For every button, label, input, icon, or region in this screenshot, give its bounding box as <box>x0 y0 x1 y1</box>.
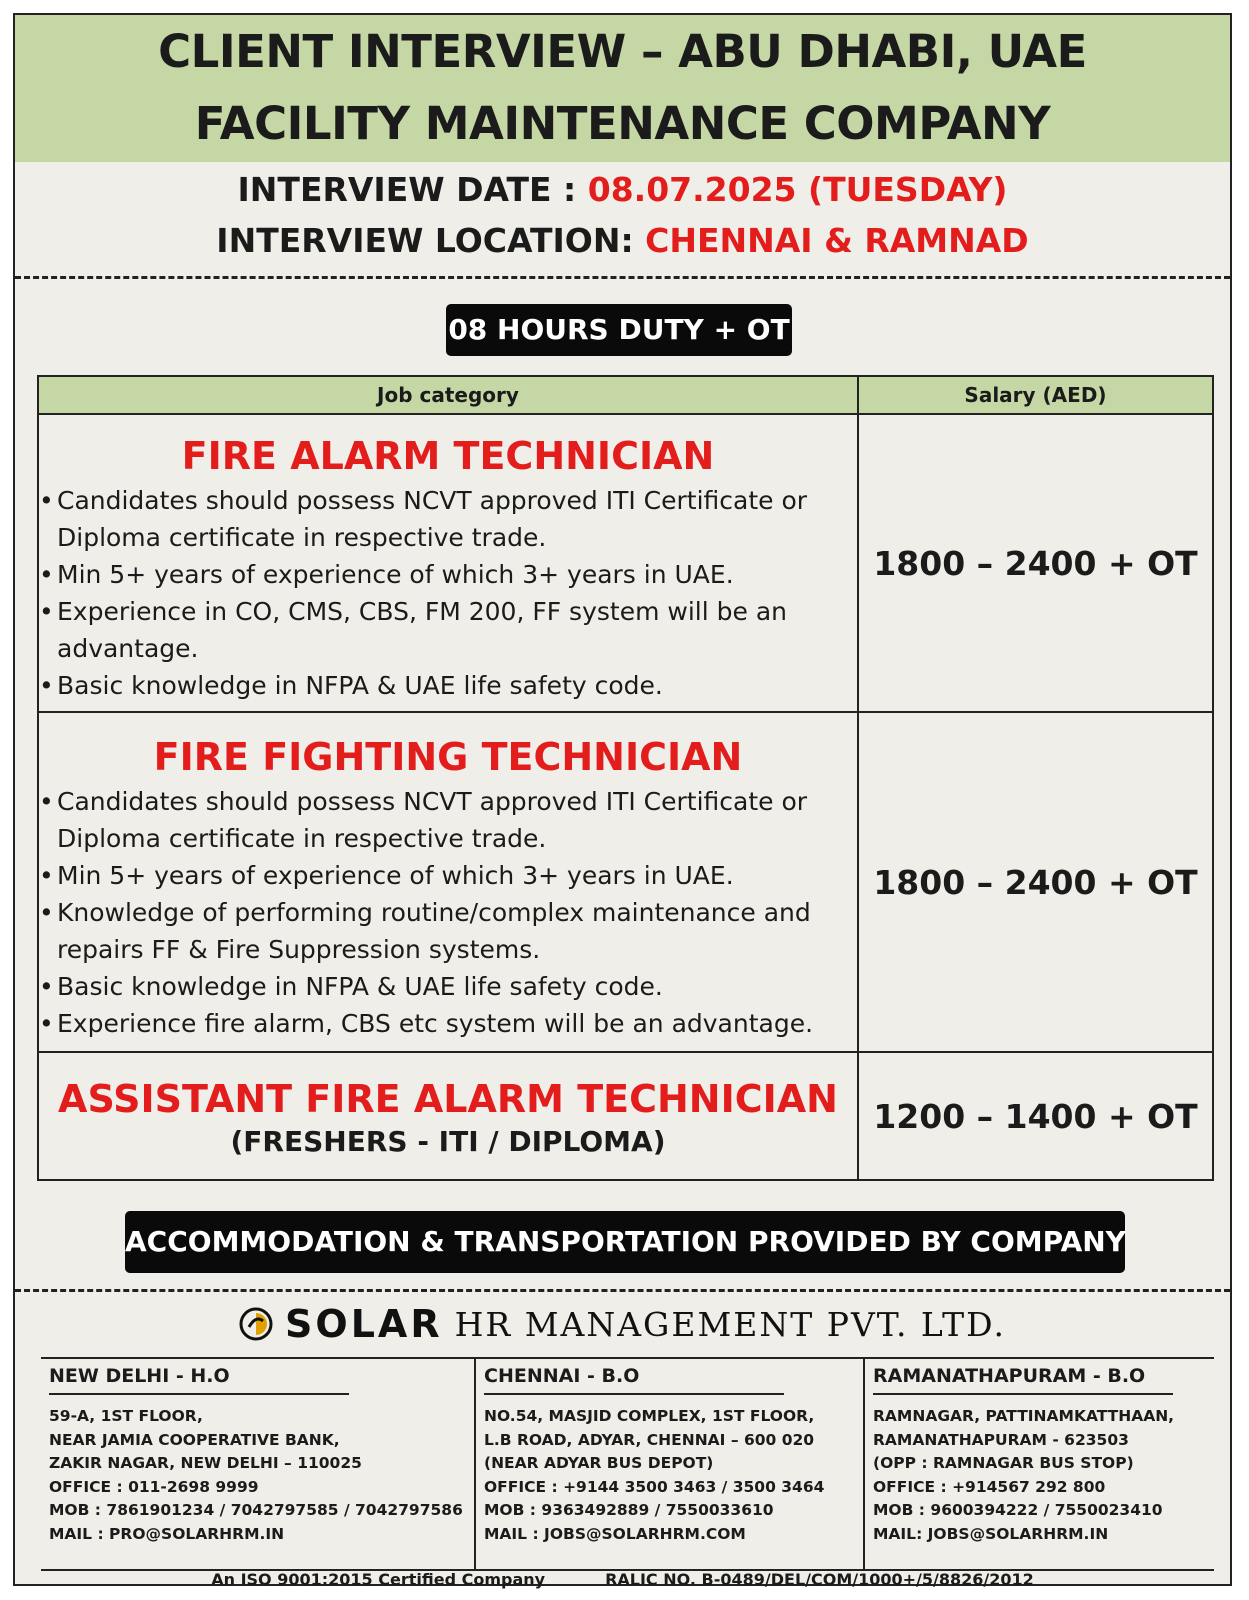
address-line: ZAKIR NAGAR, NEW DELHI – 110025 <box>49 1454 362 1472</box>
requirement-item: • Candidates should possess NCVT approved ITI Certificate or Diploma certificate in respective trade. <box>39 783 857 857</box>
mobile-numbers: MOB : 7861901234 / 7042797585 / 7042797586 <box>49 1501 463 1519</box>
company-logo-word: SOLAR <box>285 1302 443 1346</box>
accommodation-banner: ACCOMMODATION & TRANSPORTATION PROVIDED BY COMPANY <box>125 1211 1125 1273</box>
requirement-item: • Basic knowledge in NFPA & UAE life safety code. <box>39 667 857 704</box>
job-poster <box>13 13 1232 1589</box>
iso-certification: An ISO 9001:2015 Certified Company <box>211 1570 546 1589</box>
salary-value: 1800 – 2400 + OT <box>858 414 1213 712</box>
dashed-divider-bottom <box>15 1289 1230 1292</box>
address-line: NEAR JAMIA COOPERATIVE BANK, <box>49 1430 340 1449</box>
requirement-item: • Experience fire alarm, CBS etc system will be an advantage. <box>39 1005 857 1042</box>
job-cell-fire-alarm <box>38 414 858 712</box>
mobile-numbers: MOB : 9600394222 / 7550023410 <box>873 1501 1163 1519</box>
interview-location <box>15 221 1230 260</box>
interview-date-label: INTERVIEW DATE : <box>237 170 588 209</box>
office-addresses <box>41 1357 1214 1571</box>
office-ramanathapuram <box>863 1359 1214 1569</box>
interview-date-value: 08.07.2025 (TUESDAY) <box>587 170 1008 209</box>
office-phone: OFFICE : +9144 3500 3463 / 3500 3464 <box>484 1477 825 1496</box>
salary-header: Salary (AED) <box>858 376 1213 414</box>
office-heading: CHENNAI - B.O <box>484 1365 784 1395</box>
requirement-item: • Min 5+ years of experience of which 3+ years in UAE. <box>39 857 857 894</box>
job-table <box>37 375 1214 1181</box>
dashed-divider-top <box>15 276 1230 279</box>
table-row <box>38 414 1213 712</box>
office-heading: RAMANATHAPURAM - B.O <box>873 1365 1173 1395</box>
salary-value: 1800 – 2400 + OT <box>858 712 1213 1052</box>
solar-logo-icon <box>239 1307 273 1341</box>
address-line: (NEAR ADYAR BUS DEPOT) <box>484 1454 714 1472</box>
job-category-header: Job category <box>38 376 858 414</box>
office-email: MAIL : JOBS@SOLARHRM.COM <box>484 1524 746 1543</box>
office-email: MAIL: JOBS@SOLARHRM.IN <box>873 1524 1109 1543</box>
office-new-delhi <box>41 1359 474 1569</box>
address-line: 59-A, 1ST FLOOR, <box>49 1407 203 1425</box>
job-cell-assistant <box>38 1052 858 1180</box>
job-title: ASSISTANT FIRE ALARM TECHNICIAN <box>58 1076 838 1121</box>
footer-credentials <box>15 1570 1230 1589</box>
title-line-1: CLIENT INTERVIEW – ABU DHABI, UAE <box>158 25 1087 78</box>
table-row <box>38 712 1213 1052</box>
address-line: (OPP : RAMNAGAR BUS STOP) <box>873 1454 1134 1472</box>
interview-location-value: CHENNAI & RAMNAD <box>645 221 1029 260</box>
table-header-row <box>38 376 1213 414</box>
job-title: FIRE FIGHTING TECHNICIAN <box>153 734 743 779</box>
job-subtitle: (FRESHERS - ITI / DIPLOMA) <box>230 1124 666 1158</box>
address-line: NO.54, MASJID COMPLEX, 1ST FLOOR, <box>484 1407 815 1425</box>
mobile-numbers: MOB : 9363492889 / 7550033610 <box>484 1501 774 1519</box>
duty-hours-badge: 08 HOURS DUTY + OT <box>446 304 792 356</box>
requirement-item: • Min 5+ years of experience of which 3+ years in UAE. <box>39 556 857 593</box>
office-phone: OFFICE : +914567 292 800 <box>873 1477 1106 1496</box>
job-title: FIRE ALARM TECHNICIAN <box>181 434 715 478</box>
interview-location-label: INTERVIEW LOCATION: <box>216 221 646 260</box>
company-logo-row <box>15 1302 1230 1356</box>
company-name: HR MANAGEMENT PVT. LTD. <box>454 1304 1006 1344</box>
requirement-item: • Knowledge of performing routine/complex maintenance and repairs FF & Fire Suppression systems. <box>39 894 857 968</box>
table-row <box>38 1052 1213 1180</box>
salary-value: 1200 – 1400 + OT <box>858 1052 1213 1180</box>
address-line: L.B ROAD, ADYAR, CHENNAI – 600 020 <box>484 1430 815 1449</box>
requirements-list <box>39 783 857 1042</box>
office-chennai <box>474 1359 863 1569</box>
requirement-item: • Candidates should possess NCVT approved ITI Certificate or Diploma certificate in respective trade. <box>39 482 857 556</box>
office-email: MAIL : PRO@SOLARHRM.IN <box>49 1524 285 1543</box>
office-phone: OFFICE : 011-2698 9999 <box>49 1477 259 1496</box>
ralic-number: RALIC NO. B-0489/DEL/COM/1000+/5/8826/2012 <box>605 1570 1034 1589</box>
address-line: RAMANATHAPURAM - 623503 <box>873 1430 1129 1449</box>
requirement-item: • Experience in CO, CMS, CBS, FM 200, FF system will be an advantage. <box>39 593 857 667</box>
requirements-list <box>39 482 857 704</box>
office-heading: NEW DELHI - H.O <box>49 1365 349 1395</box>
requirement-item: • Basic knowledge in NFPA & UAE life safety code. <box>39 968 857 1005</box>
title-line-2: FACILITY MAINTENANCE COMPANY <box>194 97 1051 150</box>
job-cell-fire-fighting <box>38 712 858 1052</box>
interview-date <box>15 170 1230 209</box>
address-line: RAMNAGAR, PATTINAMKATTHAAN, <box>873 1407 1175 1425</box>
